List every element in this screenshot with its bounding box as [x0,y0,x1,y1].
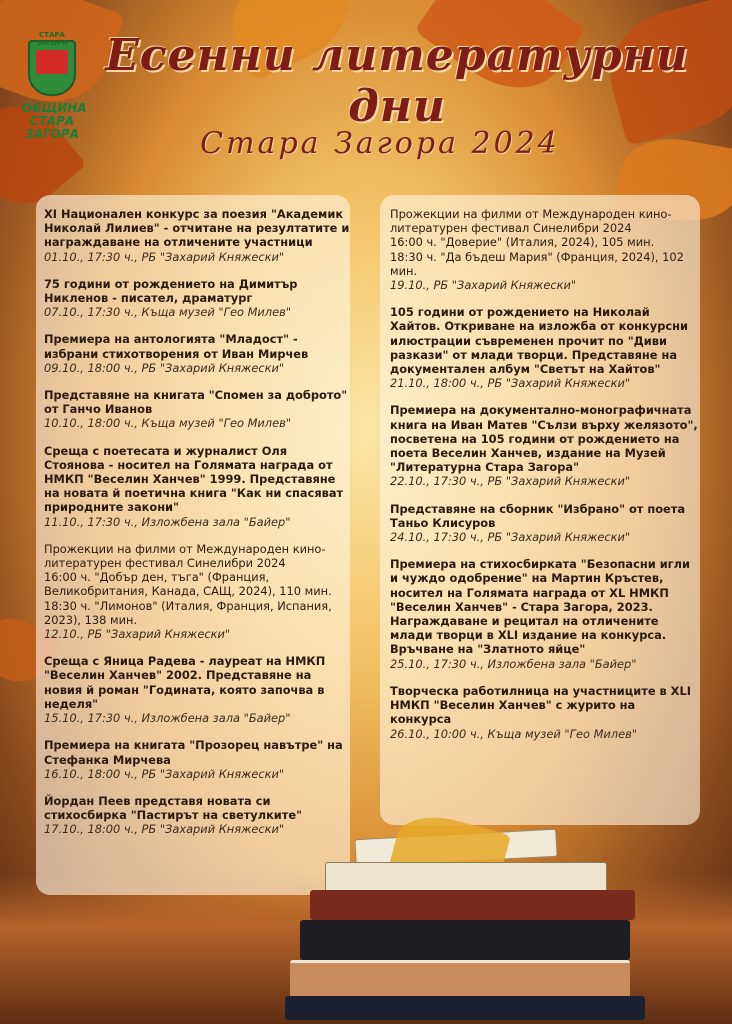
event-item [44,207,350,264]
event-title: Среща с Яница Радева - лауреат на НМКП "Веселин Ханчев" 2002. Представяне на новия й роман "Годината, която започва в неделя" [44,654,326,711]
event-item [44,738,350,781]
event-title: XI Национален конкурс за поезия "Академик Николай Лилиев" - отчитане на резултатите и награждаване на отличените участници [44,207,350,250]
event-item [390,207,700,292]
event-date-venue: 10.10., 18:00 ч., Къща музей "Гео Милев" [44,416,292,431]
event-date-venue: 17.10., 18:00 ч., РБ "Захарий Княжески" [44,822,285,837]
event-title: Йордан Пеев представя новата си стихосбирка "Пастирът на светулките" [44,793,303,823]
event-title: Творческа работилница на участниците в XLI НМКП "Веселин Ханчев" с журито на конкурса [390,683,691,727]
event-title: Премиера на книгата "Прозорец навътре" на Стефанка Мирчева [44,738,343,767]
event-date-venue: 26.10., 10:00 ч., Къща музей "Гео Милев" [390,726,638,741]
event-title: 75 години от рождението на Димитър Никленов - писател, драматург [44,276,298,306]
event-item [44,277,350,320]
screening-line: 18:30 ч. "Лимонов" (Италия, Франция, Испания, 2023), 138 мин. [44,598,332,627]
event-date-venue: 12.10., РБ "Захарий Княжески" [44,627,231,642]
event-item [390,557,700,671]
event-title: Премиера на документално-монографичната книга на Иван Матев "Сълзи върху желязото", посветена на 105 години от рождението на поета Веселин Ханчев, издание на Музей "Литературна Стара Загора" [390,403,698,475]
event-date-venue: 11.10., 17:30 ч., Изложбена зала "Байер" [44,514,291,529]
event-item [44,444,350,529]
event-date-venue: 21.10., 18:00 ч., РБ "Захарий Княжески" [390,376,631,391]
left-event-list [44,207,350,850]
poster-title: Есенни литературни дни [105,30,689,132]
event-date-venue: 07.10., 17:30 ч., Къща музей "Гео Милев" [44,305,292,320]
event-title: 105 години от рождението на Николай Хайтов. Откриване на изложба от конкурсни илюстрации съвременен прочит по "Диви разкази" от млади творци. Представяне на документален албум "Светът на Хайтов" [390,305,688,377]
event-title: Среща с поетесата и журналист Оля Стоянова - носител на Голямата награда от НМКП "Веселин Ханчев" 1999. Представяне на новата й поетична книга "Как ни спасяват природните закони" [44,443,344,515]
screening-line: 18:30 ч. "Да бъдеш Мария" (Франция, 2024), 102 мин. [390,249,684,278]
event-title: Премиера на антологията "Младост" - избрани стихотворения от Иван Мирчев [44,332,309,361]
right-event-list [390,207,700,754]
event-item [390,403,700,488]
event-item [390,305,700,390]
poster-subtitle: Стара Загора 2024 [200,126,560,161]
event-item [44,388,350,431]
event-title: Представяне на книгата "Спомен за доброто" от Ганчо Иванов [44,388,348,417]
event-date-venue: 01.10., 17:30 ч., РБ "Захарий Княжески" [44,249,285,264]
event-date-venue: 09.10., 18:00 ч., РБ "Захарий Княжески" [44,360,285,375]
event-title: Представяне на сборник "Избрано" от поета Таньо Клисуров [390,501,686,530]
coat-of-arms-icon [28,31,76,96]
screening-line: 16:00 ч. "Доверие" (Италия, 2024), 105 мин. [390,235,655,250]
emblem-top-text: СТАРА ЗАГОРА [36,31,68,47]
event-date-venue: 22.10., 17:30 ч., РБ "Захарий Княжески" [390,474,631,489]
event-item [390,684,700,741]
event-title: Прожекции на филми от Международен кино-литературен фестивал Синелибри 2024 [44,541,326,571]
screening-line: 16:00 ч. "Добър ден, тъга" (Франция, Великобритания, Канада, САЩ, 2024), 110 мин. [44,570,332,599]
event-date-venue: 19.10., РБ "Захарий Княжески" [390,278,577,293]
book-stack-image [285,820,655,1020]
event-item [44,332,350,375]
municipality-name: ОБЩИНА СТАРА ЗАГОРА [22,101,87,141]
event-date-venue: 25.10., 17:30 ч., Изложбена зала "Байер" [390,656,637,671]
event-date-venue: 15.10., 17:30 ч., Изложбена зала "Байер" [44,711,291,726]
event-title: Премиера на стихосбирката "Безопасни игли и чуждо одобрение" на Мартин Кръстев, носител на Голямата награда от XL НМКП "Веселин Ханчев" - Стара Загора, 2023. Награждаване и рецитал на отличените млади творци в XLI издание на конкурса. Връчване на "Златното яйце" [390,557,690,657]
event-date-venue: 24.10., 17:30 ч., РБ "Захарий Княжески" [390,530,631,545]
event-date-venue: 16.10., 18:00 ч., РБ "Захарий Княжески" [44,766,285,781]
event-item [390,502,700,545]
municipality-emblem [22,31,87,158]
event-item [44,542,350,641]
event-title: Прожекции на филми от Международен кино-литературен фестивал Синелибри 2024 [390,207,672,236]
event-item [44,654,350,725]
